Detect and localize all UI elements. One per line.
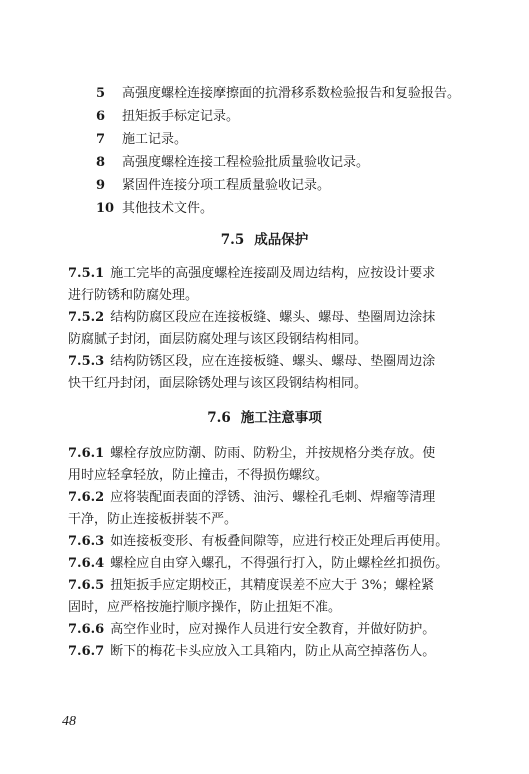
clause-number: 7.5.2: [68, 310, 105, 325]
clause-7-5-1: [68, 263, 460, 306]
clause-text-continued: 干净，防止连接板拼装不严。: [68, 511, 238, 527]
clause-text: 螺栓存放应防潮、防雨、防粉尘，并按规格分类存放。使: [110, 446, 436, 461]
clause-7-6-4: [68, 553, 460, 575]
list-item: [96, 82, 460, 105]
clause-text-continued: 防腐腻子封闭，面层防腐处理与该区段钢结构相同。: [68, 331, 368, 347]
clause-text: 高空作业时，应对操作人员进行安全教育，并做好防护。: [110, 622, 436, 637]
clause-number: 7.5.1: [68, 266, 105, 281]
clause-7-6-1: [68, 443, 460, 486]
clause-text: 施工完毕的高强度螺栓连接副及周边结构，应按设计要求: [110, 266, 436, 281]
clause-text-continued: 进行防锈和防腐处理。: [68, 287, 199, 303]
clause-7-5-3: [68, 351, 460, 394]
clause-7-6-5: [68, 575, 460, 618]
clause-text-continued: 快干红丹封闭，面层除锈处理与该区段钢结构相同。: [68, 375, 368, 391]
section-number: 7.5: [220, 232, 245, 248]
clause-7-6-2: [68, 487, 460, 530]
clause-text: 应将装配面表面的浮锈、油污、螺栓孔毛刺、焊瘤等清理: [110, 490, 436, 505]
clause-7-6-6: [68, 619, 460, 641]
list-item: [96, 105, 460, 128]
page-number: 48: [62, 714, 76, 729]
list-text: 紧固件连接分项工程质量验收记录。: [122, 178, 331, 193]
list-text: 其他技术文件。: [122, 201, 214, 216]
clause-text-continued: 固时，应严格按施拧顺序操作，防止扭矩不准。: [68, 599, 342, 615]
clause-number: 7.6.7: [68, 644, 105, 659]
list-text: 高强度螺栓连接摩擦面的抗滑移系数检验报告和复验报告。: [122, 86, 461, 101]
clause-number: 7.6.6: [68, 622, 105, 637]
list-number: 10: [96, 201, 115, 216]
clause-7-6-3: [68, 531, 460, 553]
list-number: 9: [96, 178, 106, 193]
clause-7-6-7: [68, 641, 460, 663]
clause-number: 7.6.1: [68, 446, 105, 461]
clause-number: 7.5.3: [68, 354, 105, 369]
list-number: 8: [96, 155, 106, 170]
clause-text-continued: 用时应轻拿轻放，防止撞击，不得损伤螺纹。: [68, 467, 329, 483]
section-number: 7.6: [207, 410, 231, 426]
list-item: [96, 197, 460, 220]
clause-7-5-2: [68, 307, 460, 350]
clause-text: 螺栓应自由穿入螺孔，不得强行打入，防止螺栓丝扣损伤。: [110, 556, 449, 571]
clause-text: 结构防锈区段，应在连接板缝、螺头、螺母、垫圈周边涂: [110, 354, 436, 369]
list-item: [96, 151, 460, 174]
list-item: [96, 174, 460, 197]
list-text: 高强度螺栓连接工程检验批质量验收记录。: [122, 155, 370, 170]
section-heading-7-5: [0, 230, 529, 250]
clause-number: 7.6.3: [68, 534, 105, 549]
clause-text: 结构防腐区段应在连接板缝、螺头、螺母、垫圈周边涂抹: [110, 310, 436, 325]
section-title: 成品保护: [254, 232, 309, 248]
list-item: [96, 128, 460, 151]
list-number: 6: [96, 109, 106, 124]
clause-number: 7.6.5: [68, 578, 105, 593]
list-text: 施工记录。: [122, 132, 188, 147]
clause-number: 7.6.4: [68, 556, 105, 571]
section-title: 施工注意事项: [240, 410, 322, 426]
clause-number: 7.6.2: [68, 490, 105, 505]
list-text: 扭矩扳手标定记录。: [122, 109, 240, 124]
section-heading-7-6: [0, 408, 529, 428]
clause-text: 扭矩扳手应定期校正，其精度误差不应大于 3%；螺栓紧: [110, 578, 434, 593]
list-number: 5: [96, 86, 106, 101]
list-number: 7: [96, 132, 106, 147]
document-list: [96, 82, 460, 220]
clause-text: 如连接板变形、有板叠间隙等，应进行校正处理后再使用。: [110, 534, 449, 549]
clause-text: 断下的梅花卡头应放入工具箱内，防止从高空掉落伤人。: [110, 644, 436, 659]
